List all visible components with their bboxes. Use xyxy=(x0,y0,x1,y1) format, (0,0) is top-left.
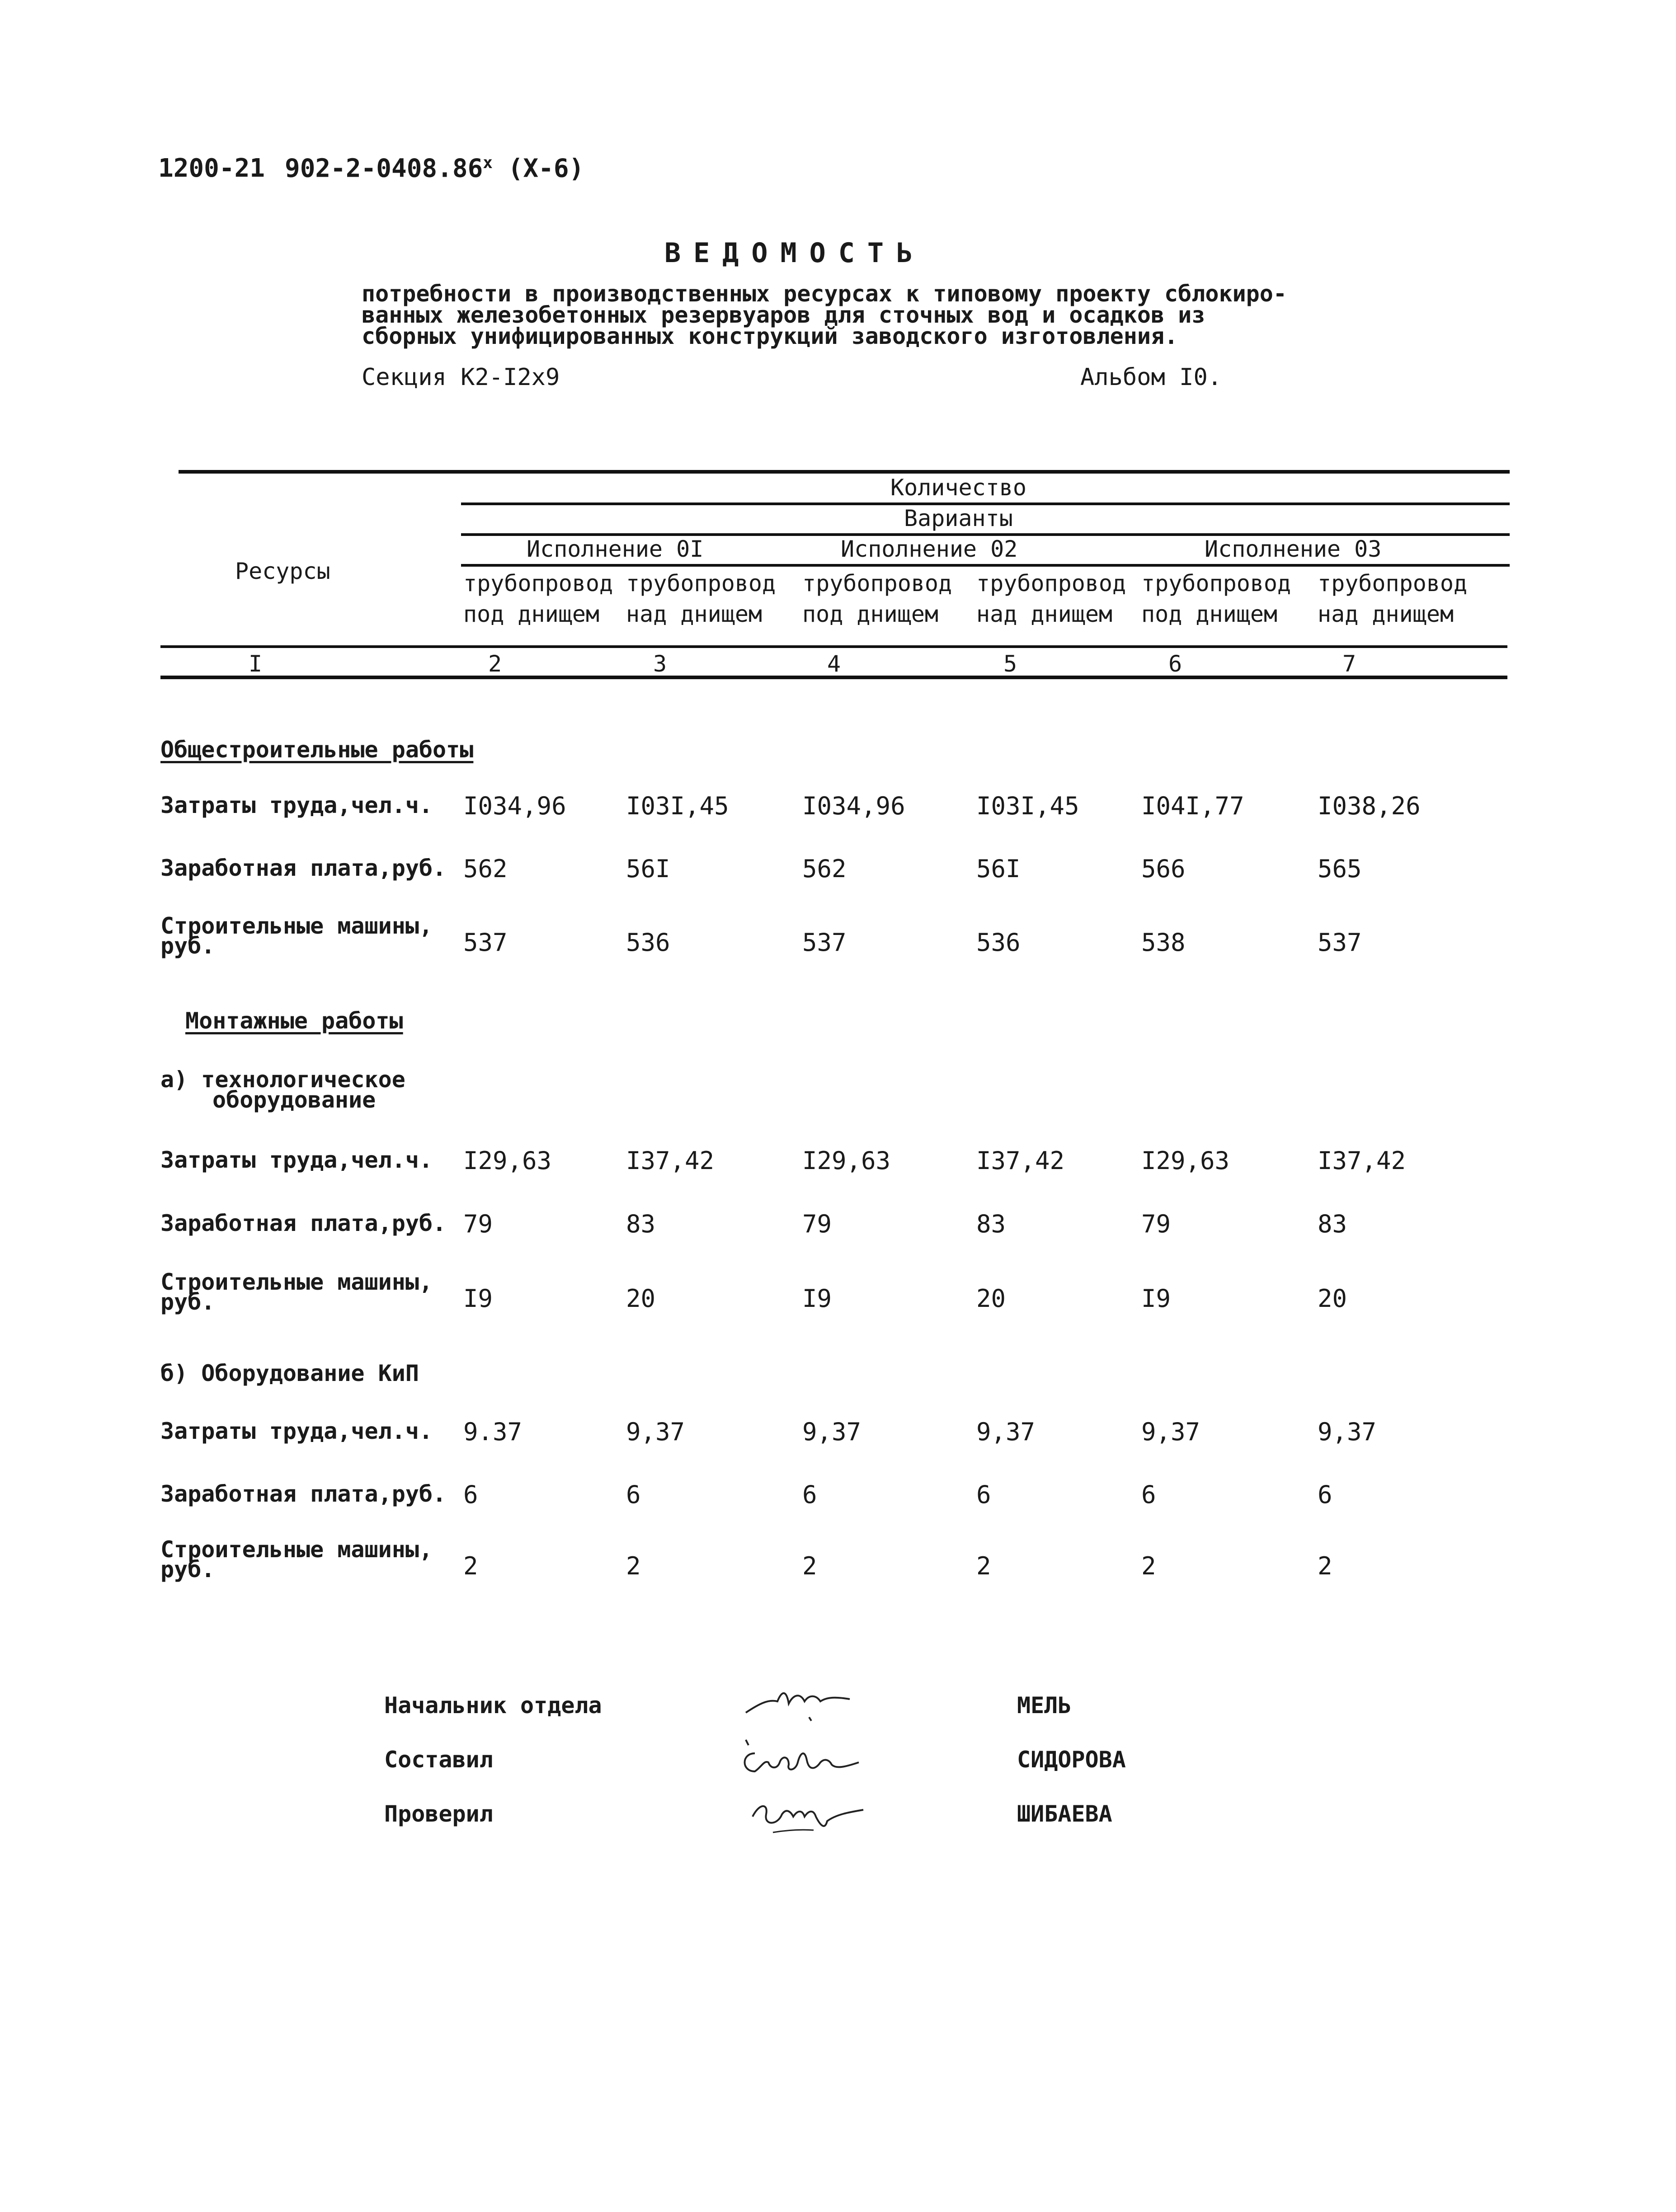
table-cell: 6 xyxy=(463,1480,478,1509)
table-cell: 6 xyxy=(976,1480,991,1509)
section-tech-line2: оборудование xyxy=(212,1087,376,1113)
table-cell: 9.37 xyxy=(463,1418,523,1446)
row-label: руб. xyxy=(160,1556,215,1583)
sig-name-3: ШИБАЕВА xyxy=(1017,1801,1112,1827)
col-header-2-line1: трубопровод xyxy=(463,570,613,596)
col-number-7: 7 xyxy=(1342,651,1356,677)
row-label: Строительные машины, xyxy=(160,913,433,939)
doc-number-text: 902-2-0408.86 xyxy=(285,154,483,183)
table-cell: 9,37 xyxy=(802,1418,862,1446)
table-cell: 79 xyxy=(802,1210,832,1238)
table-cell: 83 xyxy=(626,1210,656,1238)
col-header-4-line1: трубопровод xyxy=(802,570,952,596)
table-cell: 20 xyxy=(626,1284,656,1313)
signature-scribble-3 xyxy=(746,1789,872,1839)
resources-header: Ресурсы xyxy=(235,558,330,584)
col-header-3-line1: трубопровод xyxy=(626,570,776,596)
doc-code: 1200-21 xyxy=(158,154,265,183)
variants-header: Варианты xyxy=(904,505,1013,531)
table-cell: 79 xyxy=(1141,1210,1171,1238)
table-cell: 536 xyxy=(626,928,670,957)
table-cell: I29,63 xyxy=(1141,1146,1230,1175)
table-cell: I37,42 xyxy=(1318,1146,1406,1175)
table-cell: 2 xyxy=(463,1552,478,1580)
execution-02: Исполнение 02 xyxy=(841,536,1018,562)
subtitle-line-3: сборных унифицированных конструкций заводского изготовления. xyxy=(362,323,1178,349)
table-cell: 6 xyxy=(802,1480,817,1509)
col-number-1: I xyxy=(249,651,263,677)
subtitle-line-1: потребности в производственных ресурсах к типовому проекту сблокиро- xyxy=(362,281,1287,307)
col-header-7-line2: над днищем xyxy=(1318,601,1454,627)
quantity-header: Количество xyxy=(890,474,1027,501)
table-cell: I038,26 xyxy=(1318,792,1421,820)
section-kip: б) Оборудование КиП xyxy=(160,1360,419,1386)
row-label: Строительные машины, xyxy=(160,1536,433,1563)
col-number-3: 3 xyxy=(653,651,667,677)
table-cell: I04I,77 xyxy=(1141,792,1244,820)
table-cell: 2 xyxy=(802,1552,817,1580)
section-label: Секция К2-I2х9 xyxy=(362,364,560,391)
col-header-3-line2: над днищем xyxy=(626,601,763,627)
table-cell: 2 xyxy=(1141,1552,1156,1580)
row-label: руб. xyxy=(160,1289,215,1315)
sig-role-2: Составил xyxy=(384,1747,493,1773)
table-cell: I37,42 xyxy=(976,1146,1065,1175)
table-cell: I9 xyxy=(463,1284,493,1313)
table-cell: I37,42 xyxy=(626,1146,715,1175)
table-cell: 566 xyxy=(1141,855,1186,883)
table-cell: 537 xyxy=(802,928,847,957)
table-top-rule xyxy=(179,470,1510,474)
col-number-2: 2 xyxy=(488,651,502,677)
table-cell: I03I,45 xyxy=(976,792,1079,820)
table-cell: 562 xyxy=(463,855,508,883)
table-cell: 79 xyxy=(463,1210,493,1238)
album-label: Альбом I0. xyxy=(1080,364,1222,391)
table-cell: 20 xyxy=(1318,1284,1347,1313)
row-label: Затраты труда,чел.ч. xyxy=(160,1147,433,1173)
table-cell: 537 xyxy=(1318,928,1362,957)
doc-number xyxy=(285,154,584,183)
row-label: Заработная плата,руб. xyxy=(160,1481,447,1507)
table-cell: I9 xyxy=(802,1284,832,1313)
col-number-5: 5 xyxy=(1003,651,1017,677)
col-header-7-line1: трубопровод xyxy=(1318,570,1468,596)
table-cell: I29,63 xyxy=(802,1146,891,1175)
sig-name-2: СИДОРОВА xyxy=(1017,1747,1126,1773)
section-tech-line1: а) технологическое xyxy=(160,1066,405,1093)
header-bottom-rule xyxy=(160,645,1507,648)
col-header-4-line2: под днищем xyxy=(802,601,939,627)
table-cell: 6 xyxy=(1318,1480,1332,1509)
table-cell: 9,37 xyxy=(1318,1418,1377,1446)
execution-03: Исполнение 03 xyxy=(1205,536,1382,562)
table-cell: I03I,45 xyxy=(626,792,729,820)
table-cell: 536 xyxy=(976,928,1021,957)
table-cell: 9,37 xyxy=(1141,1418,1201,1446)
table-cell: 56I xyxy=(626,855,670,883)
table-cell: I9 xyxy=(1141,1284,1171,1313)
table-cell: 565 xyxy=(1318,855,1362,883)
row-label: Строительные машины, xyxy=(160,1269,433,1295)
signature-scribble-1 xyxy=(741,1681,859,1726)
table-cell: 6 xyxy=(626,1480,641,1509)
executions-rule xyxy=(461,564,1510,567)
execution-01: Исполнение 0I xyxy=(527,536,704,562)
table-cell: 83 xyxy=(976,1210,1006,1238)
row-label: Затраты труда,чел.ч. xyxy=(160,792,433,818)
sig-role-3: Проверил xyxy=(384,1801,493,1827)
table-cell: 56I xyxy=(976,855,1021,883)
sig-name-1: МЕЛЬ xyxy=(1017,1692,1072,1719)
col-header-2-line2: под днищем xyxy=(463,601,600,627)
table-cell: 2 xyxy=(1318,1552,1332,1580)
col-header-6-line2: под днищем xyxy=(1141,601,1278,627)
doc-title: ВЕДОМОСТЬ xyxy=(664,237,926,269)
col-header-6-line1: трубопровод xyxy=(1141,570,1291,596)
table-cell: I29,63 xyxy=(463,1146,552,1175)
table-cell: 9,37 xyxy=(626,1418,685,1446)
row-label: Затраты труда,чел.ч. xyxy=(160,1418,433,1444)
table-cell: 20 xyxy=(976,1284,1006,1313)
table-cell: 6 xyxy=(1141,1480,1156,1509)
row-label: Заработная плата,руб. xyxy=(160,855,447,881)
table-cell: 9,37 xyxy=(976,1418,1036,1446)
table-cell: 538 xyxy=(1141,928,1186,957)
table-cell: 2 xyxy=(976,1552,991,1580)
sig-role-1: Начальник отдела xyxy=(384,1692,602,1719)
col-header-5-line2: над днищем xyxy=(976,601,1113,627)
row-label: Заработная плата,руб. xyxy=(160,1210,447,1236)
table-cell: 537 xyxy=(463,928,508,957)
table-cell: I034,96 xyxy=(463,792,566,820)
subtitle-line-2: ванных железобетонных резервуаров для сточных вод и осадков из xyxy=(362,302,1205,328)
col-header-5-line1: трубопровод xyxy=(976,570,1126,596)
table-cell: 2 xyxy=(626,1552,641,1580)
signature-scribble-2 xyxy=(737,1735,872,1785)
doc-mark: x xyxy=(483,154,493,172)
table-cell: 83 xyxy=(1318,1210,1347,1238)
section-general-works: Общестроительные работы xyxy=(160,737,474,763)
col-number-4: 4 xyxy=(827,651,841,677)
col-number-6: 6 xyxy=(1168,651,1182,677)
section-mounting-works: Монтажные работы xyxy=(185,1008,403,1034)
table-cell: I034,96 xyxy=(802,792,905,820)
doc-sheet: (X-6) xyxy=(508,154,584,183)
row-label: руб. xyxy=(160,933,215,959)
table-cell: 562 xyxy=(802,855,847,883)
